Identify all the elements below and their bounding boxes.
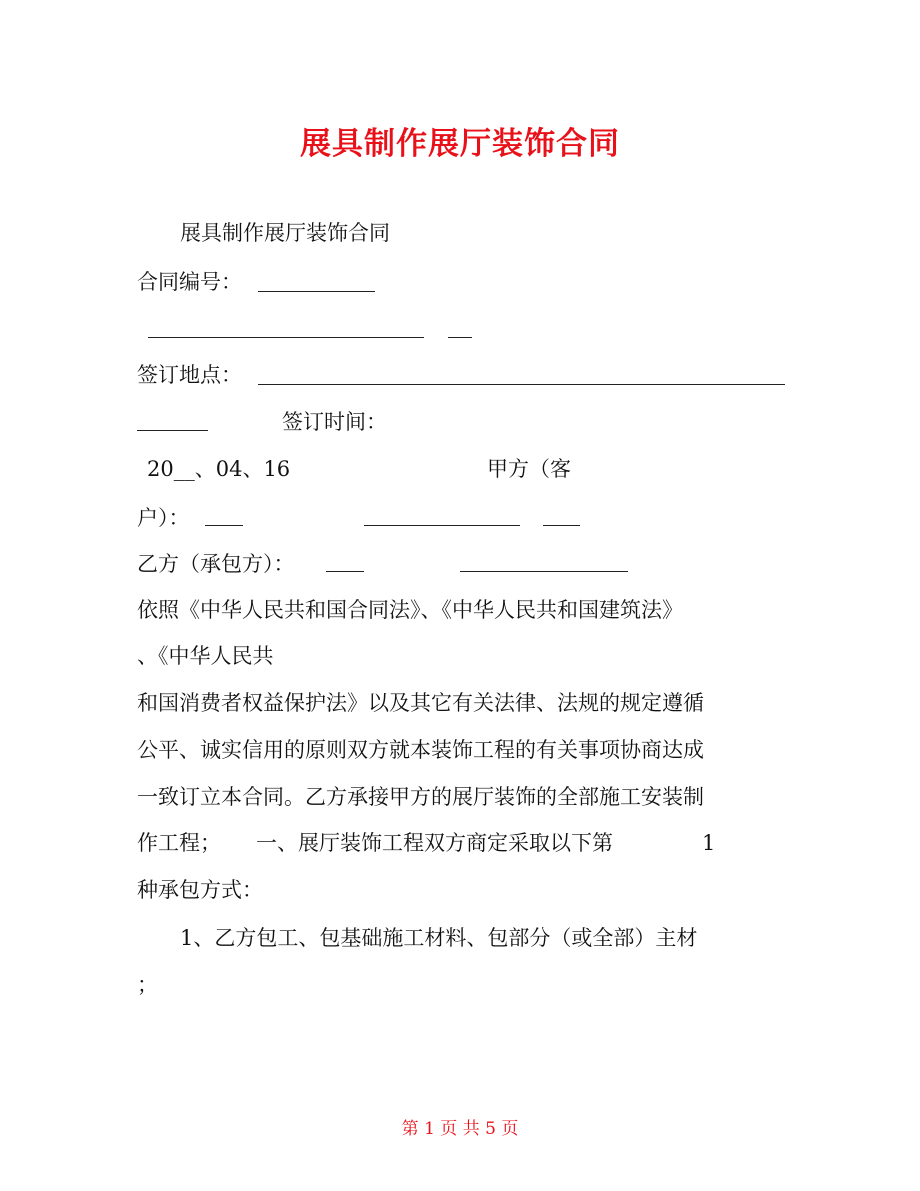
party-b-label: 乙方（承包方）： — [137, 552, 295, 576]
party-a-label-cont: 户）： — [137, 506, 190, 530]
document-title: 展具制作展厅装饰合同 — [300, 126, 620, 162]
sign-place-label: 签订地点： — [137, 363, 242, 387]
sign-place-blank-cont — [137, 430, 208, 431]
blank-line — [448, 337, 472, 338]
party-a-blank — [205, 525, 243, 526]
document-subtitle: 展具制作展厅装饰合同 — [180, 221, 390, 245]
paragraph-line: 公平、诚实信用的原则双方就本装饰工程的有关事项协商达成 — [137, 738, 704, 762]
contract-no-blank — [258, 291, 375, 292]
sign-place-blank — [258, 384, 785, 385]
paragraph-line: 种承包方式： — [137, 878, 263, 902]
paragraph-line: 、《中华人民共 — [137, 644, 274, 668]
page-footer: 第 1 页 共 5 页 — [401, 1119, 519, 1139]
blank-line — [148, 337, 424, 338]
party-b-blank — [326, 571, 364, 572]
section-heading: 一、展厅装饰工程双方商定采取以下第 — [256, 831, 613, 855]
sign-time-label: 签订时间： — [282, 410, 387, 434]
contract-no-label: 合同编号： — [137, 270, 242, 294]
paragraph-line: 一致订立本合同。乙方承接甲方的展厅装饰的全部施工安装制 — [137, 785, 704, 809]
list-item-end: ； — [137, 973, 158, 997]
party-a-blank — [364, 525, 520, 526]
list-item: 1、乙方包工、包基础施工材料、包部分（或全部）主材 — [180, 926, 698, 950]
paragraph-line: 依照《中华人民共和国合同法》、《中华人民共和国建筑法》 — [137, 598, 683, 622]
party-b-blank — [460, 571, 628, 572]
paragraph-line: 作工程； — [137, 831, 221, 855]
option-number: 1 — [702, 831, 716, 855]
sign-date: 20__、04、16 — [147, 457, 291, 481]
paragraph-line: 和国消费者权益保护法》以及其它有关法律、法规的规定遵循 — [137, 691, 704, 715]
party-a-blank — [543, 525, 580, 526]
party-a-label: 甲方（客 — [487, 457, 571, 481]
